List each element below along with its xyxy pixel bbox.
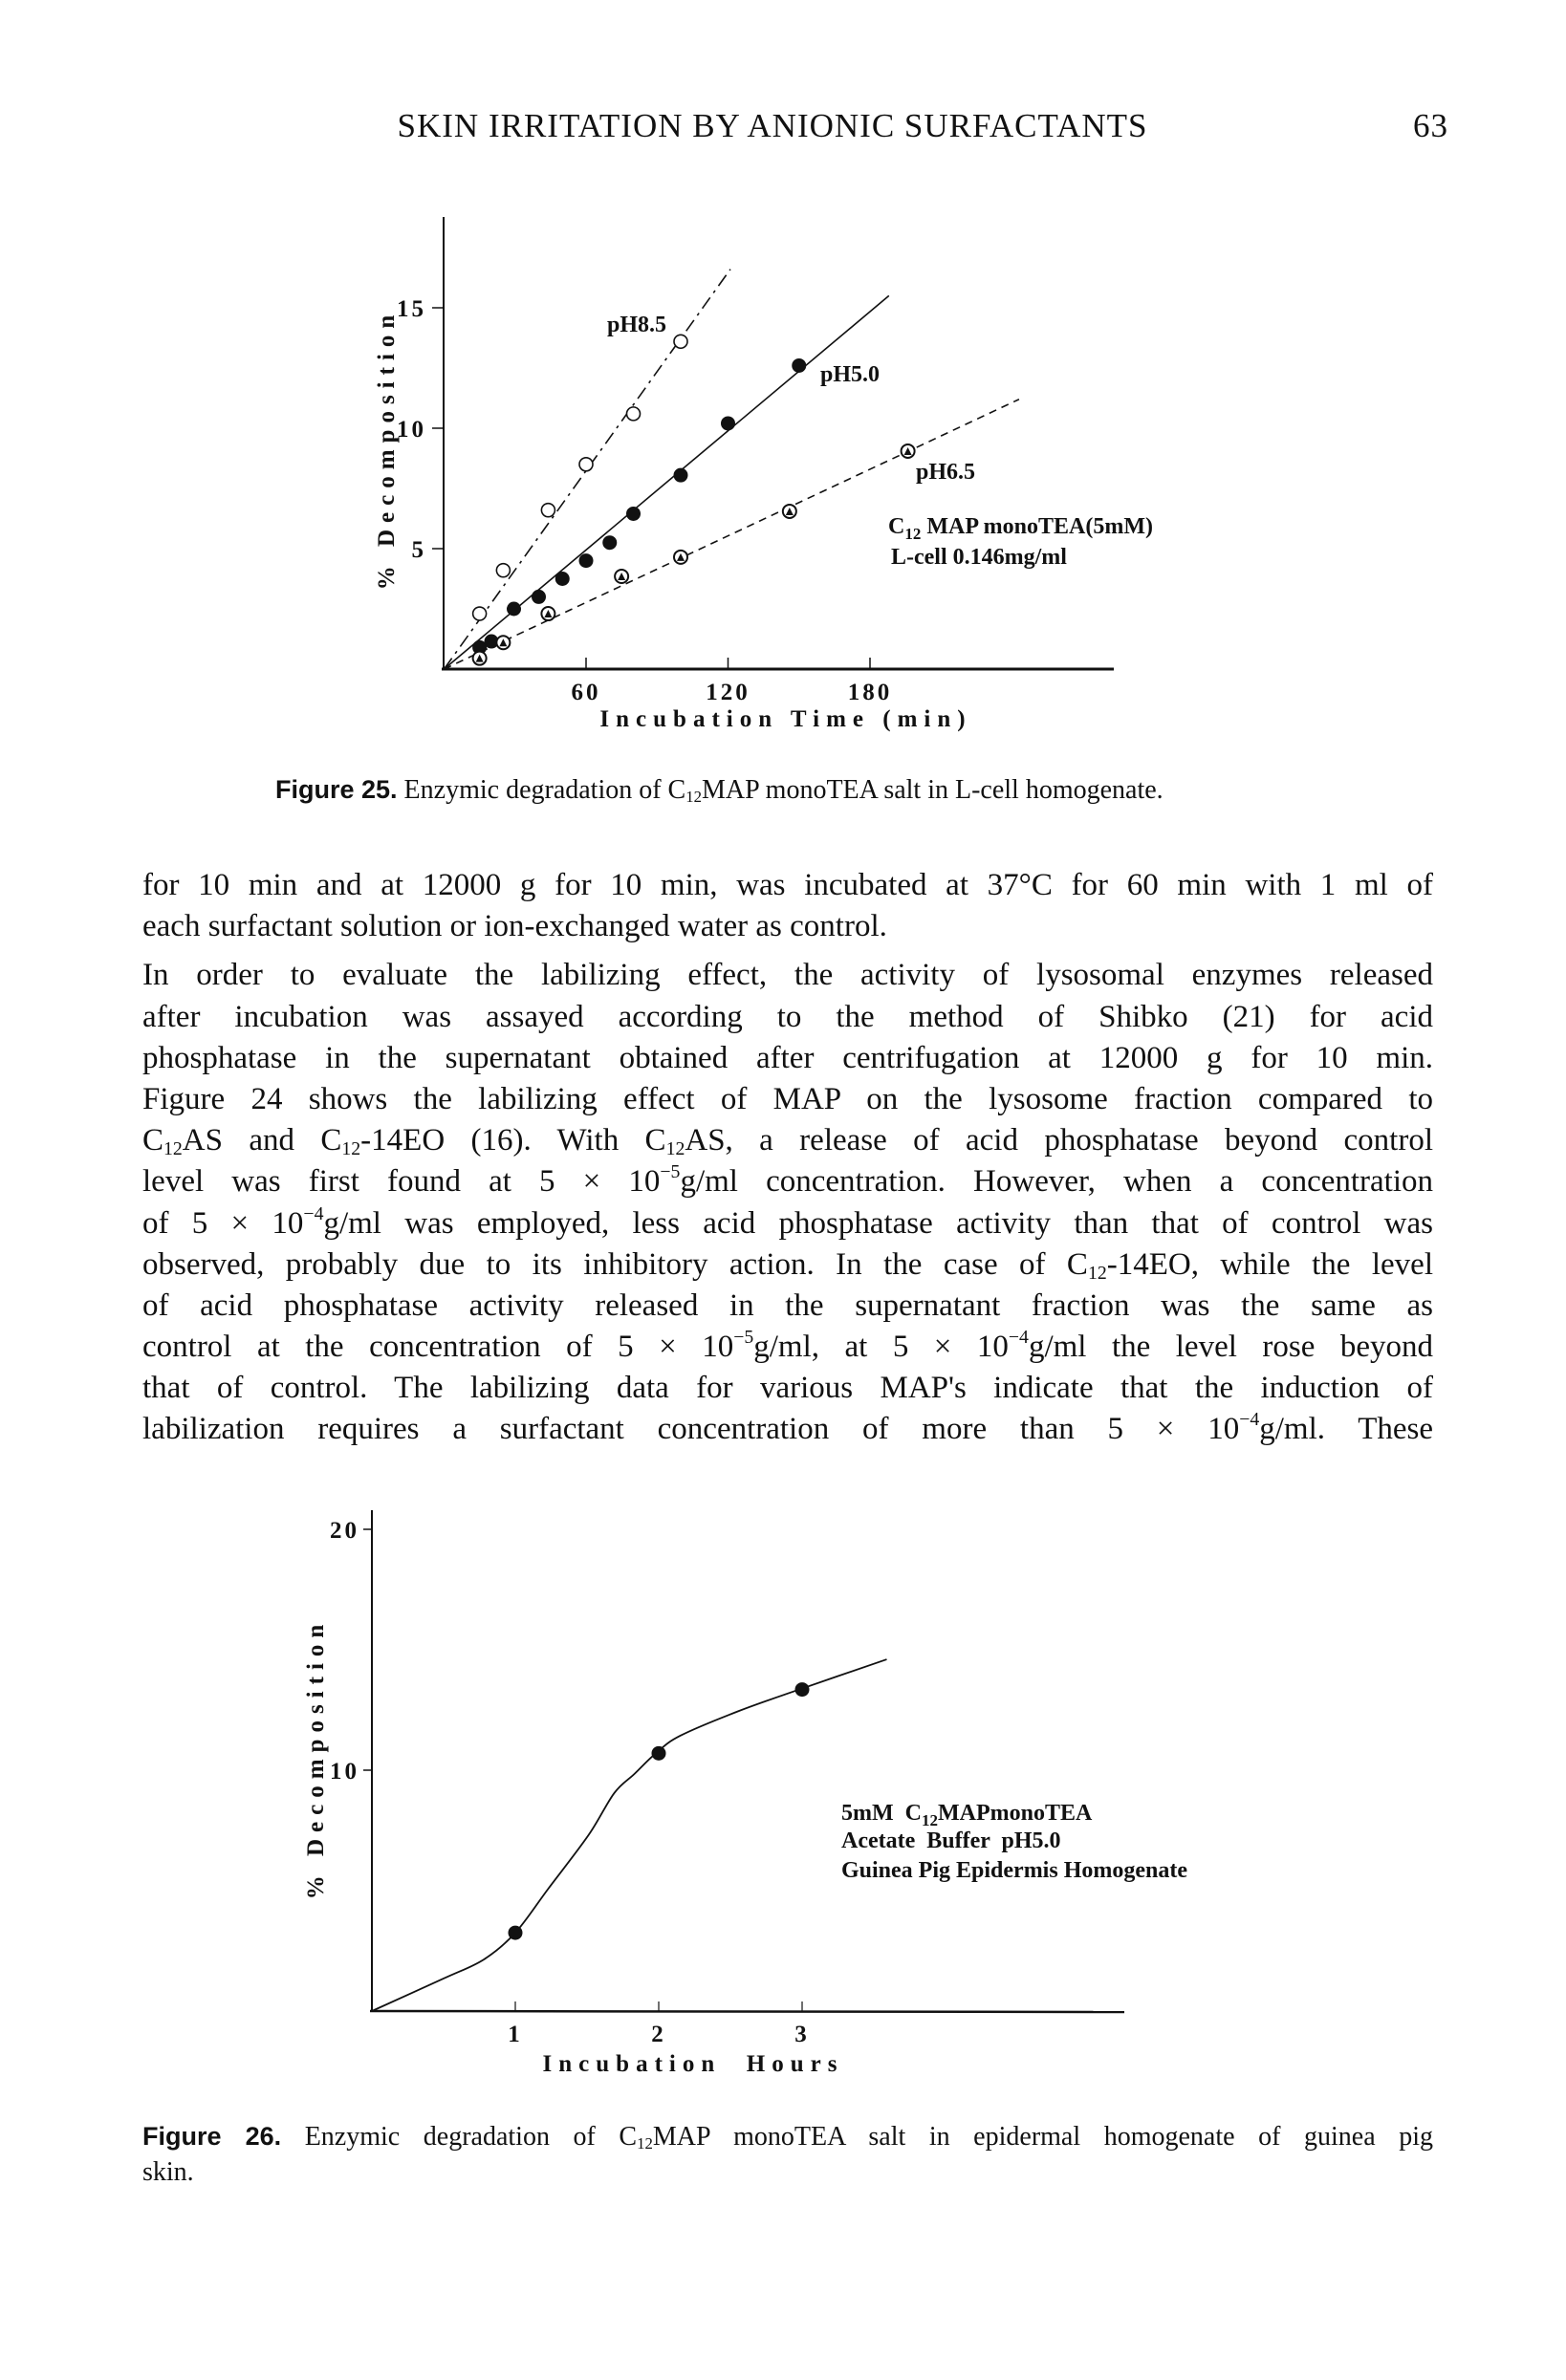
subscript: 12 [665, 1138, 685, 1160]
fig26-y-tick-label: 10 [330, 1759, 359, 1785]
text-segment: of 5 × 10 [142, 1205, 304, 1241]
text-segment: -14EO, while the level [1106, 1246, 1433, 1282]
caption-line [142, 2119, 1433, 2154]
fig25-point-pH65 [473, 652, 487, 665]
superscript: −5 [660, 1161, 681, 1183]
text-segment: g/ml concentration. However, when a concentration [680, 1164, 1433, 1200]
fig25-y-title: % Decomposition [374, 308, 400, 591]
text-segment: Figure 24 shows the labilizing effect of MAP on the lysosome fraction compared to [142, 1081, 1433, 1116]
text-line [142, 1286, 1433, 1327]
text-line [142, 1038, 1433, 1079]
text-segment: phosphatase in the supernatant obtained after centrifugation at 12000 g for 10 min. [142, 1040, 1433, 1075]
superscript: −5 [733, 1327, 754, 1349]
subscript: 12 [341, 1138, 361, 1160]
figure-25-caption [275, 772, 1164, 808]
text-segment: g/ml. These [1259, 1412, 1433, 1447]
fig25-point-pH50 [721, 416, 735, 430]
figure-26-label: Figure 26. [142, 2122, 282, 2151]
text-line [142, 1079, 1433, 1120]
fig26-x-tick-label: 3 [794, 2022, 810, 2047]
fig25-point-pH65 [615, 570, 628, 583]
text-line [142, 955, 1433, 996]
text-line [142, 1120, 1433, 1161]
text-segment: of acid phosphatase activity released in the supernatant fraction was the same as [142, 1287, 1433, 1323]
fig26-x-title: Incubation Hours [542, 2051, 844, 2077]
fig25-y-tick-label: 5 [411, 537, 426, 563]
text-segment: labilization requires a surfactant concentration of more than 5 × 10 [142, 1412, 1240, 1447]
fig26-x-tick-label: 2 [651, 2022, 666, 2047]
fig26-annotation-line2: Acetate Buffer pH5.0 [841, 1828, 1061, 1853]
text-segment: In order to evaluate the labilizing effect, the activity of lysosomal enzymes released [142, 958, 1433, 993]
text-segment: after incubation was assayed according to the method of Shibko (21) for acid [142, 999, 1433, 1034]
superscript: −4 [1008, 1327, 1029, 1349]
caption-text: MAP monoTEA salt in L-cell homogenate. [702, 775, 1164, 805]
figure-26-chart [303, 1510, 1187, 2077]
text-segment: C [142, 1123, 164, 1158]
fig26-point [652, 1746, 666, 1761]
caption-subscript: 12 [637, 2134, 653, 2153]
fig25-point-pH65 [783, 505, 796, 518]
running-title: SKIN IRRITATION BY ANIONIC SURFACTANTS [397, 107, 1148, 144]
fig25-point-pH50 [507, 602, 521, 617]
caption-subscript: 12 [685, 788, 703, 807]
text-line [142, 1409, 1433, 1450]
fig26-x-tick-label: 1 [508, 2022, 523, 2047]
caption-text: MAP monoTEA salt in epidermal homogenate of guinea pig [652, 2122, 1434, 2152]
fig25-x-tick-label: 120 [706, 680, 750, 705]
fig25-point-pH85 [496, 564, 510, 577]
fig25-annotation-line2: L-cell 0.146mg/ml [891, 545, 1067, 570]
text-line [142, 865, 1433, 906]
fig26-x-axis [370, 2011, 1124, 2012]
caption-text: Enzymic degradation of C [281, 2122, 638, 2152]
page-number: 63 [1413, 107, 1448, 144]
subscript: 12 [1087, 1262, 1107, 1284]
fig26-annotation-line1: 5mM $C_{12}MAPmonoTEA$ [841, 1801, 1093, 1829]
text-line [142, 1161, 1433, 1202]
text-line [142, 1368, 1433, 1409]
figure-25-label: Figure 25. [275, 775, 398, 804]
fig25-x-title: Incubation Time (min) [599, 706, 972, 732]
fig25-point-pH50 [792, 358, 806, 373]
text-segment: AS and C [182, 1123, 342, 1158]
fig25-point-pH85 [627, 407, 641, 421]
text-segment: each surfactant solution or ion-exchanged water as control. [142, 909, 887, 944]
fig25-label-ph85: pH8.5 [607, 313, 667, 337]
superscript: −4 [303, 1202, 324, 1224]
fig26-curve [372, 1659, 887, 2011]
fig25-point-pH65 [674, 551, 687, 564]
fig25-point-pH85 [473, 607, 487, 620]
caption-line: skin. [142, 2157, 194, 2187]
fig25-point-pH50 [602, 535, 617, 550]
fig26-y-tick-label: 20 [330, 1518, 359, 1544]
text-segment: that of control. The labilizing data for various MAP's indicate that the induction of [142, 1371, 1433, 1406]
fig26-point [795, 1682, 810, 1697]
text-line [142, 906, 1433, 947]
fig25-point-pH65 [541, 607, 555, 620]
text-line [142, 1244, 1433, 1286]
fig25-point-pH50 [674, 468, 688, 483]
text-segment: g/ml was employed, less acid phosphatase activity than that of control was [323, 1205, 1433, 1241]
body-text [142, 865, 1433, 1451]
fig25-x-tick-label: 60 [571, 680, 601, 705]
text-segment: g/ml, at 5 × 10 [753, 1330, 1009, 1365]
text-segment: g/ml the level rose beyond [1028, 1330, 1433, 1365]
fig25-point-pH50 [555, 572, 570, 586]
text-segment: for 10 min and at 12000 g for 10 min, was incubated at 37°C for 60 min with 1 ml of [142, 868, 1433, 902]
fig26-annotation-line3: Guinea Pig Epidermis Homogenate [841, 1858, 1187, 1883]
fig26-point [509, 1926, 523, 1940]
figure-25-chart [374, 217, 1153, 732]
superscript: −4 [1239, 1409, 1260, 1431]
fig25-point-pH65 [496, 636, 510, 649]
text-line [142, 997, 1433, 1038]
subscript: 12 [163, 1138, 183, 1160]
text-segment: control at the concentration of 5 × 10 [142, 1330, 734, 1365]
fig25-point-pH50 [626, 507, 641, 521]
fig25-y-tick-label: 15 [397, 296, 426, 322]
fig25-point-pH85 [579, 458, 593, 471]
fig25-point-pH65 [902, 444, 915, 458]
fig25-point-pH50 [532, 590, 546, 604]
text-segment: AS, a release of acid phosphatase beyond control [685, 1123, 1433, 1158]
text-segment: observed, probably due to its inhibitory action. In the case of C [142, 1246, 1088, 1282]
fig25-point-pH85 [674, 335, 687, 348]
fig25-label-ph65: pH6.5 [916, 460, 976, 485]
fig25-point-pH50 [579, 553, 594, 568]
fig25-point-pH85 [541, 504, 555, 517]
fig26-y-title: % Decomposition [303, 1617, 329, 1900]
text-segment: level was first found at 5 × 10 [142, 1164, 661, 1200]
text-line [142, 1327, 1433, 1368]
text-line [142, 1203, 1433, 1244]
text-segment: -14EO (16). With C [360, 1123, 666, 1158]
fig25-y-tick-label: 10 [397, 417, 426, 443]
fig25-label-ph50: pH5.0 [820, 362, 881, 387]
caption-text: Enzymic degradation of C [397, 775, 686, 805]
fig25-x-tick-label: 180 [847, 680, 893, 705]
fig25-annotation-line1: $C_{12}$ MAP monoTEA(5mM) [888, 514, 1153, 543]
figure-26-caption [142, 2119, 1433, 2190]
